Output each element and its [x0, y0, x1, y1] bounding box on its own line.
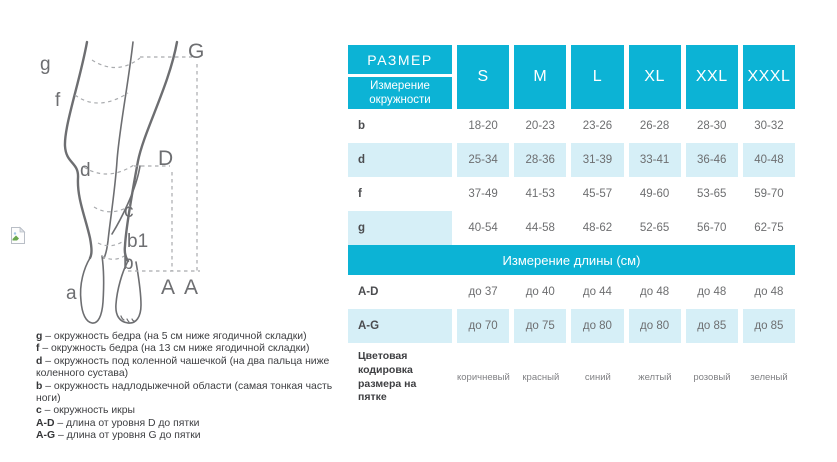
value-cell: 33-41 — [629, 143, 681, 177]
value-cell: до 48 — [697, 286, 727, 298]
value-cell: 26-28 — [639, 120, 670, 132]
value-cell: до 40 — [525, 286, 555, 298]
value-cell: 41-53 — [525, 188, 555, 200]
row-label-a-d: A-D — [358, 286, 379, 298]
legend-key: f — [36, 343, 40, 355]
value-cell: 28-30 — [697, 120, 727, 132]
value-cell: 25-34 — [457, 143, 509, 177]
size-header-xxl: XXL — [686, 45, 738, 109]
heel-color-blue: синий — [584, 372, 611, 383]
diagram-label-g: g — [40, 54, 51, 75]
legend-text: – окружность под коленной чашечкой (на два пальца ниже коленного сустава) — [36, 355, 330, 380]
legend-key: g — [36, 331, 43, 342]
value-cell: до 48 — [640, 286, 670, 298]
legend-text: – окружность икры — [44, 405, 135, 417]
diagram-label-b1: b1 — [127, 231, 149, 252]
heel-color-pink: розовый — [693, 372, 731, 383]
value-cell: 45-57 — [582, 188, 613, 200]
measurement-legend — [36, 331, 350, 442]
diagram-label-b: b — [123, 253, 134, 274]
value-cell: до 44 — [582, 286, 612, 298]
value-cell: 53-65 — [697, 188, 727, 200]
row-label-f: f — [358, 188, 362, 200]
value-cell: 62-75 — [754, 222, 784, 234]
legend-key: b — [36, 380, 43, 392]
value-cell: 36-46 — [686, 143, 738, 177]
diagram-label-c: c — [124, 201, 134, 222]
table-row-a-d — [348, 275, 795, 309]
table-row-a-g — [348, 309, 795, 343]
value-cell: 44-58 — [525, 222, 555, 234]
table-row-b — [348, 109, 795, 143]
table-header-label-cell — [348, 45, 452, 109]
table-row-f — [348, 177, 795, 211]
circumference-title: Измерение окружности — [348, 77, 452, 109]
legend-key: d — [36, 355, 43, 367]
size-header-xxxl: XXXL — [743, 45, 795, 109]
size-header-l: L — [571, 45, 623, 109]
size-title: РАЗМЕР — [348, 45, 452, 74]
diagram-label-G: G — [188, 40, 205, 63]
row-label-b: b — [358, 120, 366, 132]
heel-color-yellow: желтый — [638, 372, 672, 383]
legend-text: – окружность надлодыжечной области (самая тонкая часть ноги) — [36, 380, 333, 404]
legend-item — [36, 430, 350, 442]
table-row-d — [348, 143, 795, 177]
size-header-s: S — [457, 45, 509, 109]
legend-text: – окружность бедра (на 13 см ниже ягодичной складки) — [42, 343, 310, 355]
value-cell: 31-39 — [571, 143, 623, 177]
value-cell: до 37 — [468, 286, 498, 298]
legend-item — [36, 343, 350, 355]
value-cell: 30-32 — [754, 120, 784, 132]
value-cell: 49-60 — [639, 188, 670, 200]
value-cell: 23-26 — [582, 120, 613, 132]
table-row-g — [348, 211, 795, 245]
legend-text: – длина от уровня D до пятки — [57, 417, 200, 429]
diagram-label-A-right: A — [184, 276, 199, 299]
value-cell: 20-23 — [525, 120, 555, 132]
diagram-label-d: d — [80, 160, 91, 181]
value-cell: 18-20 — [468, 120, 498, 132]
legend-key: A-D — [36, 417, 55, 429]
value-cell: до 48 — [754, 286, 784, 298]
value-cell: до 80 — [571, 309, 623, 343]
color-coding-label: Цветовая кодировка размера на пятке — [358, 350, 417, 404]
value-cell: до 70 — [457, 309, 509, 343]
heel-color-coding-row — [348, 343, 795, 412]
legend-text: – окружность бедра (на 5 см ниже ягодичной складки) — [45, 331, 307, 342]
value-cell: 48-62 — [582, 222, 613, 234]
heel-color-green: зеленый — [750, 372, 788, 383]
legend-key: c — [36, 405, 42, 417]
row-label-a-g: A-G — [348, 309, 452, 343]
legend-text: – длина от уровня G до пятки — [57, 430, 201, 441]
legend-item — [36, 381, 350, 406]
size-header-m: M — [514, 45, 566, 109]
diagram-label-f: f — [55, 90, 61, 111]
value-cell: 40-54 — [468, 222, 498, 234]
value-cell: 37-49 — [468, 188, 498, 200]
size-table — [348, 45, 795, 412]
value-cell: до 85 — [743, 309, 795, 343]
value-cell: до 85 — [686, 309, 738, 343]
table-header-row — [348, 45, 795, 109]
value-cell: до 80 — [629, 309, 681, 343]
legend-item — [36, 405, 350, 417]
heel-color-red: красный — [522, 372, 560, 383]
legend-item — [36, 356, 350, 381]
legend-key: A-G — [36, 430, 56, 441]
diagram-label-D: D — [158, 147, 174, 170]
diagram-label-A-left: A — [161, 276, 176, 299]
row-label-g: g — [348, 211, 452, 245]
legend-item — [36, 331, 350, 343]
broken-image-icon — [10, 226, 26, 245]
value-cell: 40-48 — [743, 143, 795, 177]
value-cell: 52-65 — [639, 222, 670, 234]
heel-color-brown: коричневый — [457, 372, 510, 383]
leg-measurement-diagram — [22, 6, 237, 336]
value-cell: 28-36 — [514, 143, 566, 177]
value-cell: 59-70 — [754, 188, 784, 200]
length-section-header: Измерение длины (см) — [348, 245, 795, 275]
value-cell: до 75 — [514, 309, 566, 343]
value-cell: 56-70 — [697, 222, 727, 234]
legend-item — [36, 418, 350, 430]
diagram-label-a: a — [66, 283, 77, 304]
row-label-d: d — [348, 143, 452, 177]
size-header-xl: XL — [629, 45, 681, 109]
